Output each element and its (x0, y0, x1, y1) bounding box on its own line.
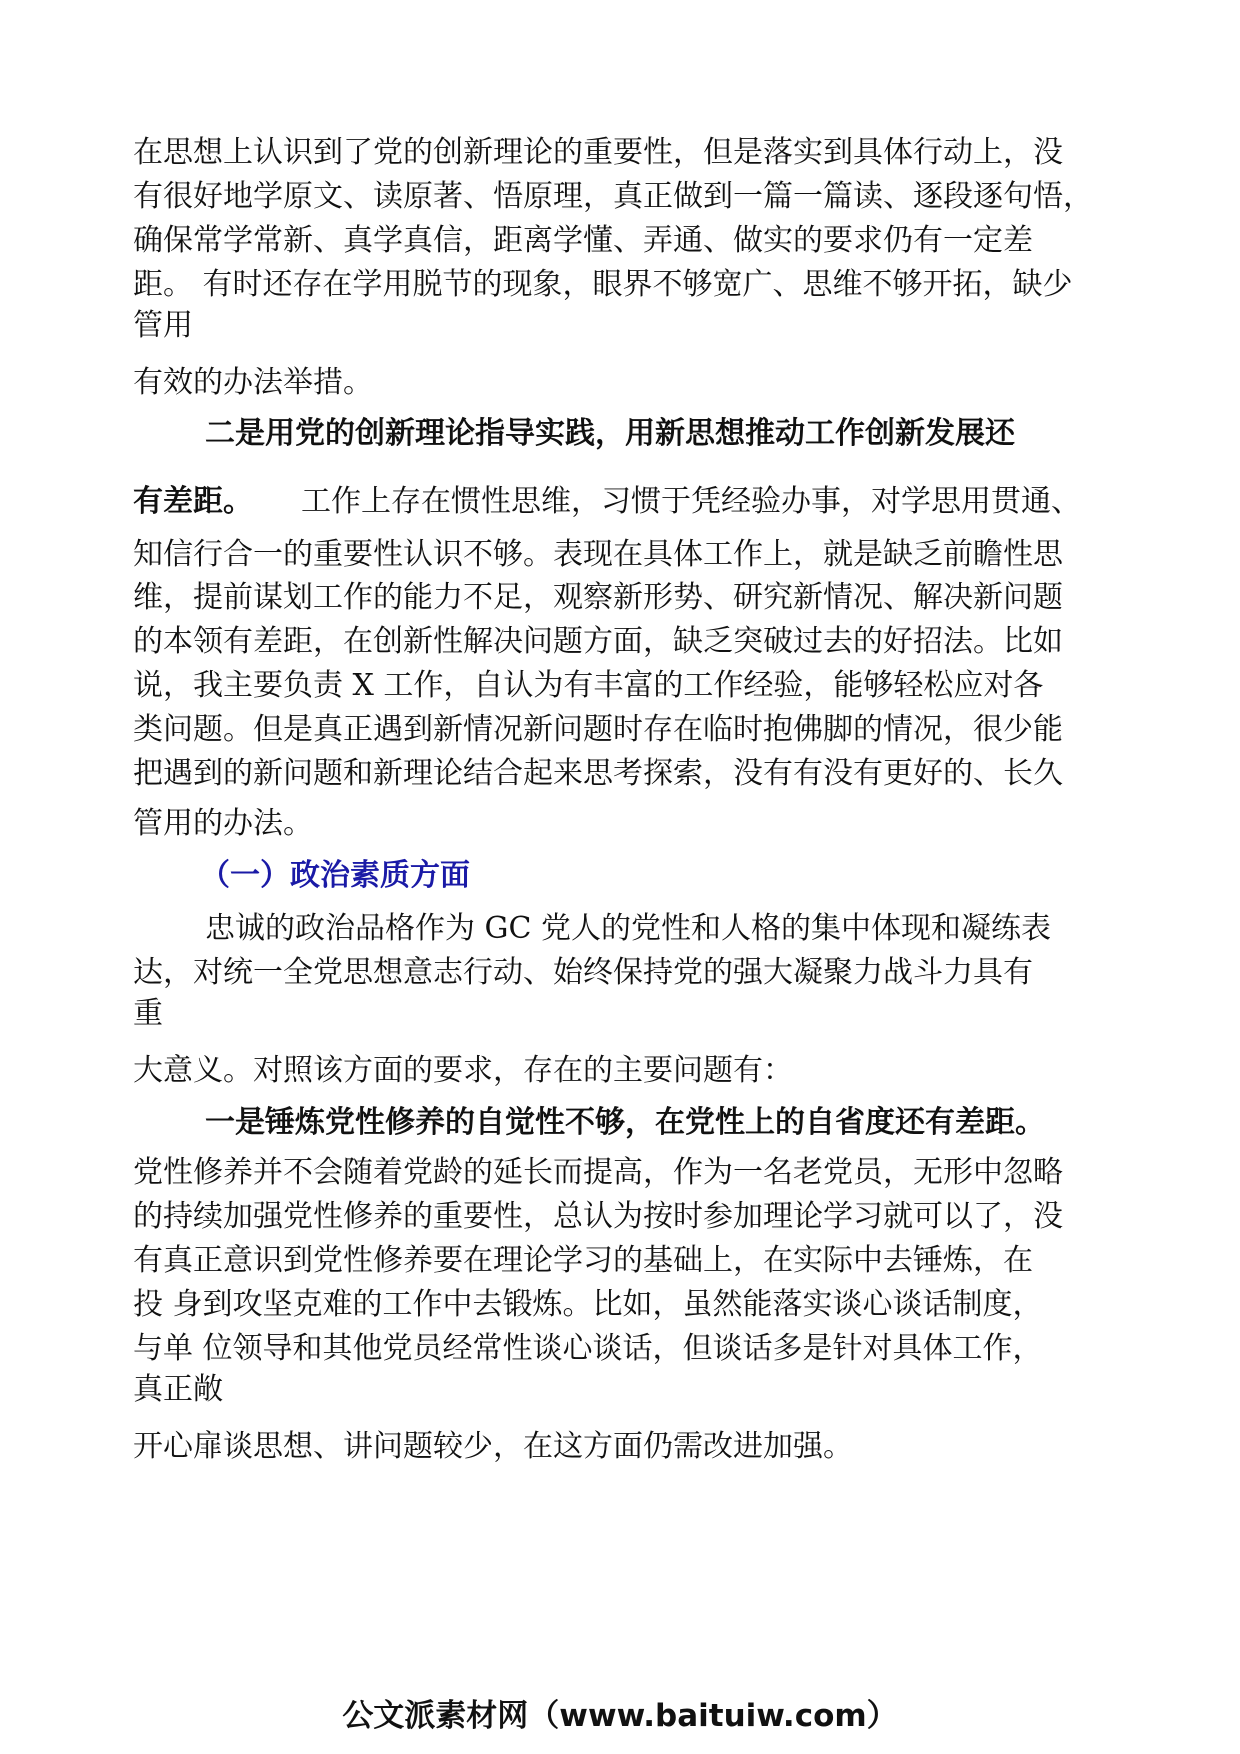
paragraph-line: 真正敞 (133, 1372, 223, 1407)
paragraph-line: 确保常学常新、真学真信，距离学懂、弄通、做实的要求仍有一定差 (133, 223, 1033, 258)
paragraph-line: 的本领有差距，在创新性解决问题方面，缺乏突破过去的好招法。比如 (133, 624, 1063, 659)
page-footer: 公文派素材网（www.baituiw.com） (342, 1698, 898, 1734)
point-heading-continuation: 有差距。 (133, 484, 253, 519)
paragraph-line: 开心扉谈思想、讲问题较少，在这方面仍需改进加强。 (133, 1429, 853, 1464)
paragraph-line: 类问题。但是真正遇到新情况新问题时存在临时抱佛脚的情况，很少能 (133, 712, 1063, 747)
paragraph-line: 把遇到的新问题和新理论结合起来思考探索，没有有没有更好的、长久 (133, 756, 1063, 791)
paragraph-line: 达，对统一全党思想意志行动、始终保持党的强大凝聚力战斗力具有 (133, 955, 1033, 990)
paragraph-line: 的持续加强党性修养的重要性，总认为按时参加理论学习就可以了，没 (133, 1199, 1063, 1234)
paragraph-line: 在思想上认识到了党的创新理论的重要性，但是落实到具体行动上，没 (133, 135, 1063, 170)
paragraph-line: 管用 (133, 308, 193, 343)
paragraph-line: 管用的办法。 (133, 806, 313, 841)
paragraph-line: 与单 位领导和其他党员经常性谈心谈话，但谈话多是针对具体工作， (133, 1331, 1043, 1366)
paragraph-line: 大意义。对照该方面的要求，存在的主要问题有： (133, 1053, 793, 1088)
paragraph-line: 工作上存在惯性思维，习惯于凭经验办事，对学思用贯通、 (301, 484, 1081, 519)
paragraph-line: 有很好地学原文、读原著、悟原理，真正做到一篇一篇读、逐段逐句悟， (133, 179, 1093, 214)
paragraph-line: 忠诚的政治品格作为 GC 党人的党性和人格的集中体现和凝练表 (205, 911, 1051, 946)
paragraph-line: 说，我主要负责 X 工作，自认为有丰富的工作经验，能够轻松应对各 (133, 668, 1044, 703)
paragraph-line: 距。 有时还存在学用脱节的现象，眼界不够宽广、思维不够开拓，缺少 (133, 267, 1073, 302)
paragraph-line: 投 身到攻坚克难的工作中去锻炼。比如，虽然能落实谈心谈话制度， (133, 1287, 1043, 1322)
point-heading-continuation-line (133, 482, 1081, 522)
paragraph-line: 有效的办法举措。 (133, 365, 373, 400)
paragraph-line: 有真正意识到党性修养要在理论学习的基础上，在实际中去锤炼，在 (133, 1243, 1033, 1278)
point-heading: 一是锤炼党性修养的自觉性不够，在党性上的自省度还有差距。 (205, 1105, 1045, 1140)
paragraph-line: 维，提前谋划工作的能力不足，观察新形势、研究新情况、解决新问题 (133, 580, 1063, 615)
paragraph-line: 重 (133, 996, 163, 1031)
paragraph-line: 党性修养并不会随着党龄的延长而提高，作为一名老党员，无形中忽略 (133, 1155, 1063, 1190)
section-title: （一）政治素质方面 (200, 858, 470, 893)
point-heading: 二是用党的创新理论指导实践，用新思想推动工作创新发展还 (205, 416, 1015, 451)
paragraph-line: 知信行合一的重要性认识不够。表现在具体工作上，就是缺乏前瞻性思 (133, 537, 1063, 572)
